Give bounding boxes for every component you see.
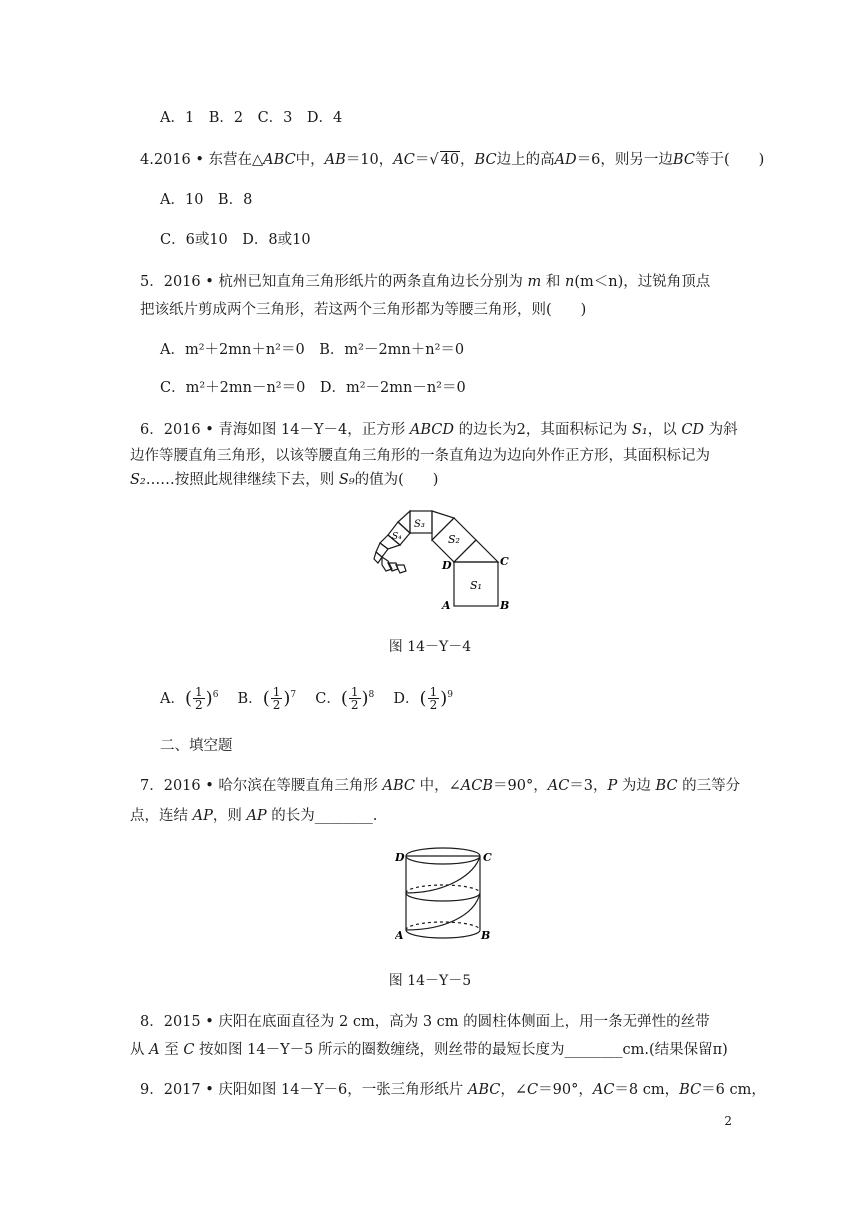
label-s2: S₂ <box>448 533 460 546</box>
figure-caption-14-y-4: 图 14－Y－4 <box>388 639 472 655</box>
bottom-front <box>406 930 480 938</box>
label-a: A <box>442 599 451 612</box>
label-s4: S₄ <box>392 532 402 542</box>
triangle-1 <box>454 540 498 562</box>
label-d: D <box>442 559 452 572</box>
label-a: A <box>395 929 404 942</box>
q4-options-2: C．6或10 D．8或10 <box>160 232 311 248</box>
q9-line1: 9．2017 • 庆阳如图 14－Y－6，一张三角形纸片 ABC，∠C＝90°，AC＝8 cm，BC＝6 cm， <box>140 1082 766 1098</box>
label-s3: S₃ <box>414 519 425 530</box>
q5-options-1: A．m²＋2mn＋n²＝0 B．m²－2mn＋n²＝0 <box>160 342 465 358</box>
q5-line2: 把该纸片剪成两个三角形，若这两个三角形都为等腰三角形，则( ) <box>140 302 587 318</box>
q6-options: A．( $\frac{1}{2}$ )$^6$ B．( $\frac{1}{2}$ )$^7$ C．( $\frac{1}{2}$ )$^8$ D．( $\frac{1}{2}$ )$^9$ <box>160 685 453 713</box>
page-number: 2 <box>724 1114 732 1128</box>
q6-line3: S₂……按照此规律继续下去，则 S₉的值为( ) <box>130 472 439 488</box>
sqrt-40: 40 <box>440 152 460 168</box>
q3-options: A．1 B．2 C．3 D．4 <box>160 110 343 126</box>
q7-line2: 点，连结 AP，则 AP 的长为________. <box>130 808 378 824</box>
figure-14-y-5 <box>395 845 495 945</box>
q6-line1: 6．2016 • 青海如图 14－Y－4，正方形 ABCD 的边长为2，其面积标记为 S₁，以 CD 为斜 <box>140 422 738 438</box>
label-c: C <box>483 851 492 864</box>
label-b: B <box>481 929 491 942</box>
q5-line1: 5．2016 • 杭州已知直角三角形纸片的两条直角边长分别为 m 和 n(m＜n)，过锐角顶点 <box>140 274 711 290</box>
figure-14-y-4 <box>370 505 520 615</box>
q5-options-2: C．m²＋2mn－n²＝0 D．m²－2mn－n²＝0 <box>160 380 466 396</box>
label-c: C <box>500 555 509 568</box>
q7-line1: 7．2016 • 哈尔滨在等腰直角三角形 ABC 中，∠ACB＝90°，AC＝3，P 为边 BC 的三等分 <box>140 778 741 794</box>
q8-line1: 8．2015 • 庆阳在底面直径为 2 cm，高为 3 cm 的圆柱体侧面上，用一条无弹性的丝带 <box>140 1014 710 1030</box>
triangle-3 <box>398 511 410 533</box>
q4-options-1: A．10 B．8 <box>160 192 253 208</box>
label-d: D <box>395 851 405 864</box>
q8-line2: 从 A 至 C 按如图 14－Y－5 所示的圈数缠绕，则丝带的最短长度为________cm.(结果保留π) <box>130 1042 728 1058</box>
label-s1: S₁ <box>470 579 482 592</box>
figure-caption-14-y-5: 图 14－Y－5 <box>388 973 472 989</box>
label-b: B <box>500 599 510 612</box>
q6-line2: 边作等腰直角三角形，以该等腰直角三角形的一条直角边为边向外作正方形，其面积标记为 <box>130 448 710 464</box>
section-title-fill-blank: 二、填空题 <box>160 738 233 754</box>
q4-question: 4.2016 • 东营在△ABC中，AB＝10，AC＝√ 40，BC边上的高AD＝6，则另一边BC等于( ) <box>140 152 765 168</box>
